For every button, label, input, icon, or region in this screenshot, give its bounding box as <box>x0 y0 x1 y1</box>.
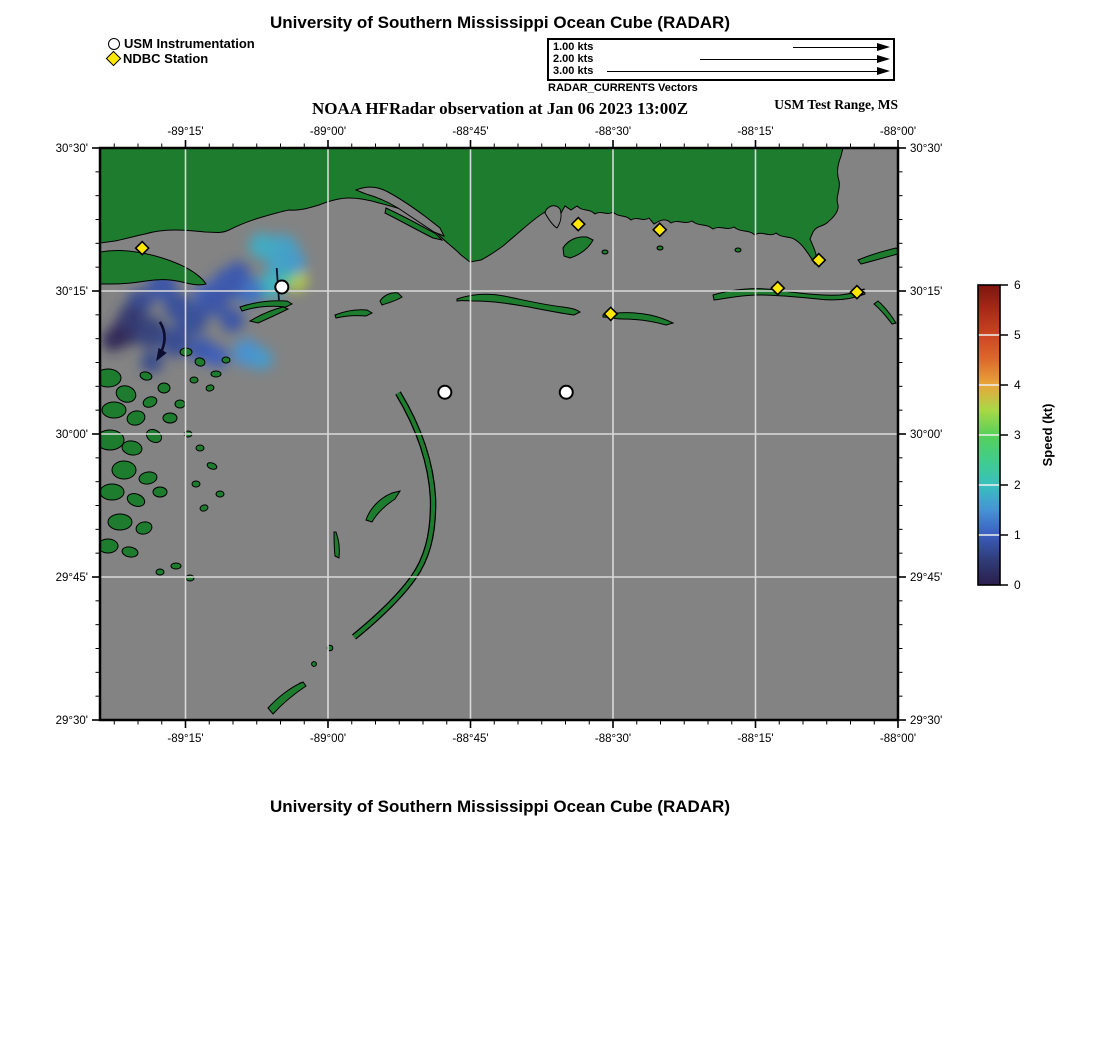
x-tick-label-bottom: -88°45' <box>452 733 489 745</box>
colorbar-tick-label: 3 <box>1014 428 1021 443</box>
colorbar-tick-label: 0 <box>1014 578 1021 593</box>
islet <box>602 250 608 254</box>
marsh-islet <box>222 357 230 363</box>
y-tick-label-left: 30°00' <box>55 429 88 442</box>
y-tick-label-left: 29°45' <box>55 572 88 585</box>
y-tick-label-right: 29°45' <box>910 572 943 585</box>
colorbar-tick-label: 6 <box>1014 278 1021 293</box>
y-tick-label-left: 30°30' <box>55 143 88 156</box>
usm-instrumentation-marker <box>560 386 573 399</box>
y-tick-label-right: 30°00' <box>910 429 943 442</box>
speed-blob <box>118 304 144 330</box>
marsh-islet <box>186 575 194 581</box>
marsh-islet <box>156 569 164 575</box>
page-title: University of Southern Mississippi Ocean Cube (RADAR) <box>269 13 730 32</box>
colorbar-tick-label: 5 <box>1014 328 1021 343</box>
colorbar <box>978 278 1055 592</box>
x-tick-label-top: -88°15' <box>737 126 774 138</box>
vector-key-caption: RADAR_CURRENTS Vectors <box>548 82 698 94</box>
marsh-islet <box>196 445 204 451</box>
marsh-islet <box>190 377 198 383</box>
x-tick-label-top: -88°00' <box>879 126 917 138</box>
marsh-islet <box>192 481 200 487</box>
x-tick-label-bottom: -89°00' <box>309 733 347 745</box>
x-tick-label-top: -89°15' <box>167 126 204 138</box>
marsh-islet <box>163 413 177 423</box>
colorbar-label: Speed (kt) <box>1040 403 1055 467</box>
speed-blob <box>251 348 273 370</box>
x-tick-label-top: -88°30' <box>594 126 632 138</box>
marsh-islet <box>108 514 132 530</box>
usm-instrumentation-marker <box>438 386 451 399</box>
vector-key-label: 3.00 kts <box>553 65 594 77</box>
x-tick-label-bottom: -88°15' <box>737 733 774 745</box>
speed-blob <box>226 261 250 285</box>
speed-blob <box>102 329 124 351</box>
observation-subtitle: NOAA HFRadar observation at Jan 06 2023 13:00Z <box>311 99 689 118</box>
marsh-islet <box>216 491 224 497</box>
colorbar-tick-label: 1 <box>1014 528 1021 543</box>
legend-label-ndbc: NDBC Station <box>123 51 209 66</box>
x-tick-label-bottom: -89°15' <box>167 733 204 745</box>
legend-label-usm: USM Instrumentation <box>124 36 255 51</box>
y-tick-label-right: 29°30' <box>910 715 943 728</box>
speed-blob <box>200 288 228 316</box>
islet <box>735 248 741 252</box>
marsh-islet <box>100 484 124 500</box>
colorbar-tick-label: 4 <box>1014 378 1021 393</box>
y-tick-label-right: 30°30' <box>910 143 943 156</box>
x-tick-label-top: -89°00' <box>309 126 347 138</box>
y-tick-label-left: 29°30' <box>55 715 88 728</box>
marsh-islet <box>158 383 170 393</box>
footer-caption: University of Southern Mississippi Ocean Cube (RADAR) <box>269 797 730 816</box>
marsh-islet <box>112 461 136 479</box>
x-tick-label-bottom: -88°00' <box>879 733 917 745</box>
speed-blob <box>266 253 290 277</box>
marsh-islet <box>102 402 126 418</box>
usm-instrumentation-marker <box>275 280 288 293</box>
y-tick-label-right: 30°15' <box>910 286 943 299</box>
islet <box>657 246 663 250</box>
x-tick-label-top: -88°45' <box>452 126 489 138</box>
test-range-label: USM Test Range, MS <box>774 97 898 112</box>
y-tick-label-left: 30°15' <box>55 286 88 299</box>
vector-key-label: 1.00 kts <box>553 41 594 53</box>
marsh-islet <box>171 563 181 569</box>
colorbar-tick-label: 2 <box>1014 478 1021 493</box>
x-tick-label-bottom: -88°30' <box>594 733 632 745</box>
marsh-islet <box>211 371 221 377</box>
marsh-islet <box>153 487 167 497</box>
speed-blob <box>249 233 275 259</box>
islet <box>312 662 317 667</box>
marsh-islet <box>175 400 185 408</box>
vector-key-label: 2.00 kts <box>553 53 594 65</box>
